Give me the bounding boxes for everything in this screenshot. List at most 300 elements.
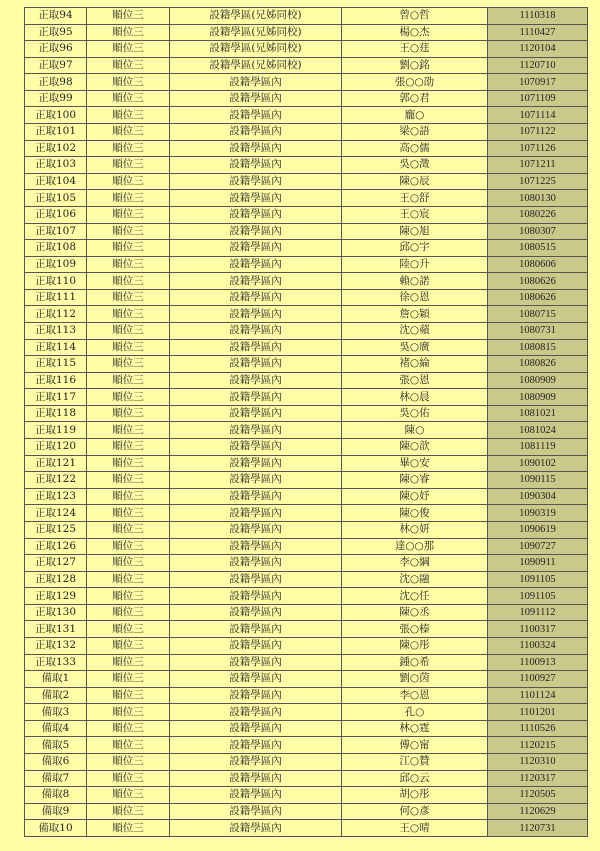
birth-date-cell: 1090115 xyxy=(488,472,588,489)
priority-cell: 順位三 xyxy=(87,588,170,605)
eligibility-cell: 設籍學區內 xyxy=(170,124,342,141)
admission-number-cell: 正取115 xyxy=(25,356,87,373)
birth-date-cell: 1070917 xyxy=(488,74,588,91)
table-row xyxy=(25,770,588,787)
table-row xyxy=(25,671,588,688)
birth-date-cell: 1110526 xyxy=(488,720,588,737)
eligibility-cell: 設籍學區內 xyxy=(170,820,342,837)
student-name-cell: 陳○歆 xyxy=(342,439,488,456)
table-row xyxy=(25,206,588,223)
table-row xyxy=(25,588,588,605)
admission-number-cell: 正取126 xyxy=(25,538,87,555)
student-name-cell: 陳○ xyxy=(342,422,488,439)
birth-date-cell: 1120505 xyxy=(488,787,588,804)
eligibility-cell: 設籍學區(兄姊同校) xyxy=(170,57,342,74)
admission-number-cell: 正取103 xyxy=(25,157,87,174)
priority-cell: 順位三 xyxy=(87,754,170,771)
priority-cell: 順位三 xyxy=(87,770,170,787)
table-row xyxy=(25,521,588,538)
admission-number-cell: 正取125 xyxy=(25,521,87,538)
priority-cell: 順位三 xyxy=(87,306,170,323)
priority-cell: 順位三 xyxy=(87,124,170,141)
eligibility-cell: 設籍學區內 xyxy=(170,687,342,704)
birth-date-cell: 1080130 xyxy=(488,190,588,207)
admission-number-cell: 備取9 xyxy=(25,803,87,820)
student-name-cell: 龐○ xyxy=(342,107,488,124)
admission-number-cell: 正取131 xyxy=(25,621,87,638)
priority-cell: 順位三 xyxy=(87,90,170,107)
admission-number-cell: 正取119 xyxy=(25,422,87,439)
admission-number-cell: 正取116 xyxy=(25,372,87,389)
table-row xyxy=(25,173,588,190)
table-row xyxy=(25,637,588,654)
admission-number-cell: 正取121 xyxy=(25,455,87,472)
birth-date-cell: 1100317 xyxy=(488,621,588,638)
birth-date-cell: 1081024 xyxy=(488,422,588,439)
priority-cell: 順位三 xyxy=(87,405,170,422)
student-name-cell: 邱○宇 xyxy=(342,240,488,257)
admission-number-cell: 備取6 xyxy=(25,754,87,771)
admission-number-cell: 備取3 xyxy=(25,704,87,721)
birth-date-cell: 1100913 xyxy=(488,654,588,671)
table-row xyxy=(25,389,588,406)
student-name-cell: 陸○升 xyxy=(342,256,488,273)
table-row xyxy=(25,372,588,389)
table-row xyxy=(25,472,588,489)
birth-date-cell: 1071225 xyxy=(488,173,588,190)
birth-date-cell: 1120317 xyxy=(488,770,588,787)
table-row xyxy=(25,356,588,373)
admission-number-cell: 備取4 xyxy=(25,720,87,737)
student-name-cell: 高○儒 xyxy=(342,140,488,157)
admission-number-cell: 備取7 xyxy=(25,770,87,787)
student-name-cell: 詹○穎 xyxy=(342,306,488,323)
eligibility-cell: 設籍學區內 xyxy=(170,720,342,737)
birth-date-cell: 1080826 xyxy=(488,356,588,373)
student-name-cell: 達○○那 xyxy=(342,538,488,555)
eligibility-cell: 設籍學區內 xyxy=(170,737,342,754)
admission-number-cell: 正取101 xyxy=(25,124,87,141)
admission-number-cell: 正取123 xyxy=(25,488,87,505)
student-name-cell: 陳○彤 xyxy=(342,637,488,654)
student-name-cell: 陳○旭 xyxy=(342,223,488,240)
birth-date-cell: 1090727 xyxy=(488,538,588,555)
eligibility-cell: 設籍學區(兄姊同校) xyxy=(170,24,342,41)
birth-date-cell: 1071114 xyxy=(488,107,588,124)
student-name-cell: 邱○云 xyxy=(342,770,488,787)
eligibility-cell: 設籍學區內 xyxy=(170,621,342,638)
student-name-cell: 張○○劭 xyxy=(342,74,488,91)
priority-cell: 順位三 xyxy=(87,140,170,157)
birth-date-cell: 1110427 xyxy=(488,24,588,41)
eligibility-cell: 設籍學區內 xyxy=(170,555,342,572)
table-row xyxy=(25,140,588,157)
eligibility-cell: 設籍學區內 xyxy=(170,637,342,654)
eligibility-cell: 設籍學區內 xyxy=(170,521,342,538)
birth-date-cell: 1090319 xyxy=(488,505,588,522)
student-name-cell: 賴○諾 xyxy=(342,273,488,290)
student-name-cell: 王○莛 xyxy=(342,41,488,58)
table-row xyxy=(25,240,588,257)
birth-date-cell: 1080715 xyxy=(488,306,588,323)
priority-cell: 順位三 xyxy=(87,654,170,671)
student-name-cell: 李○綱 xyxy=(342,555,488,572)
eligibility-cell: 設籍學區內 xyxy=(170,256,342,273)
student-name-cell: 吳○廣 xyxy=(342,339,488,356)
priority-cell: 順位三 xyxy=(87,538,170,555)
birth-date-cell: 1071109 xyxy=(488,90,588,107)
priority-cell: 順位三 xyxy=(87,604,170,621)
priority-cell: 順位三 xyxy=(87,455,170,472)
eligibility-cell: 設籍學區內 xyxy=(170,190,342,207)
birth-date-cell: 1080226 xyxy=(488,206,588,223)
priority-cell: 順位三 xyxy=(87,223,170,240)
priority-cell: 順位三 xyxy=(87,8,170,25)
priority-cell: 順位三 xyxy=(87,107,170,124)
birth-date-cell: 1120310 xyxy=(488,754,588,771)
student-name-cell: 畢○安 xyxy=(342,455,488,472)
admission-number-cell: 正取129 xyxy=(25,588,87,605)
eligibility-cell: 設籍學區內 xyxy=(170,439,342,456)
priority-cell: 順位三 xyxy=(87,505,170,522)
table-row xyxy=(25,57,588,74)
table-row xyxy=(25,505,588,522)
admission-number-cell: 正取114 xyxy=(25,339,87,356)
student-name-cell: 胡○彤 xyxy=(342,787,488,804)
table-row xyxy=(25,820,588,837)
eligibility-cell: 設籍學區內 xyxy=(170,389,342,406)
eligibility-cell: 設籍學區內 xyxy=(170,754,342,771)
eligibility-cell: 設籍學區內 xyxy=(170,538,342,555)
admission-number-cell: 正取112 xyxy=(25,306,87,323)
birth-date-cell: 1120629 xyxy=(488,803,588,820)
table-row xyxy=(25,803,588,820)
table-row xyxy=(25,190,588,207)
priority-cell: 順位三 xyxy=(87,621,170,638)
table-row xyxy=(25,124,588,141)
table-row xyxy=(25,405,588,422)
priority-cell: 順位三 xyxy=(87,240,170,257)
birth-date-cell: 1101124 xyxy=(488,687,588,704)
admission-number-cell: 正取98 xyxy=(25,74,87,91)
priority-cell: 順位三 xyxy=(87,803,170,820)
eligibility-cell: 設籍學區(兄姊同校) xyxy=(170,41,342,58)
admission-list-table xyxy=(24,7,588,837)
eligibility-cell: 設籍學區內 xyxy=(170,455,342,472)
birth-date-cell: 1081021 xyxy=(488,405,588,422)
admission-number-cell: 正取117 xyxy=(25,389,87,406)
priority-cell: 順位三 xyxy=(87,422,170,439)
student-name-cell: 沈○蘋 xyxy=(342,322,488,339)
table-row xyxy=(25,289,588,306)
admission-number-cell: 正取128 xyxy=(25,571,87,588)
admission-number-cell: 正取133 xyxy=(25,654,87,671)
admission-number-cell: 備取2 xyxy=(25,687,87,704)
student-name-cell: 何○彥 xyxy=(342,803,488,820)
table-row xyxy=(25,538,588,555)
admission-list-body xyxy=(25,8,588,837)
priority-cell: 順位三 xyxy=(87,173,170,190)
admission-number-cell: 正取100 xyxy=(25,107,87,124)
priority-cell: 順位三 xyxy=(87,472,170,489)
birth-date-cell: 1081119 xyxy=(488,439,588,456)
birth-date-cell: 1090304 xyxy=(488,488,588,505)
priority-cell: 順位三 xyxy=(87,521,170,538)
eligibility-cell: 設籍學區內 xyxy=(170,488,342,505)
priority-cell: 順位三 xyxy=(87,322,170,339)
admission-number-cell: 正取96 xyxy=(25,41,87,58)
student-name-cell: 李○恩 xyxy=(342,687,488,704)
priority-cell: 順位三 xyxy=(87,41,170,58)
admission-number-cell: 正取124 xyxy=(25,505,87,522)
priority-cell: 順位三 xyxy=(87,273,170,290)
eligibility-cell: 設籍學區(兄姊同校) xyxy=(170,8,342,25)
table-row xyxy=(25,488,588,505)
birth-date-cell: 1080606 xyxy=(488,256,588,273)
admission-number-cell: 正取105 xyxy=(25,190,87,207)
table-row xyxy=(25,74,588,91)
eligibility-cell: 設籍學區內 xyxy=(170,74,342,91)
eligibility-cell: 設籍學區內 xyxy=(170,803,342,820)
priority-cell: 順位三 xyxy=(87,439,170,456)
table-row xyxy=(25,604,588,621)
table-row xyxy=(25,256,588,273)
birth-date-cell: 1080307 xyxy=(488,223,588,240)
table-row xyxy=(25,704,588,721)
student-name-cell: 劉○茵 xyxy=(342,671,488,688)
priority-cell: 順位三 xyxy=(87,289,170,306)
eligibility-cell: 設籍學區內 xyxy=(170,322,342,339)
birth-date-cell: 1101201 xyxy=(488,704,588,721)
priority-cell: 順位三 xyxy=(87,687,170,704)
admission-number-cell: 正取107 xyxy=(25,223,87,240)
admission-number-cell: 正取127 xyxy=(25,555,87,572)
priority-cell: 順位三 xyxy=(87,256,170,273)
admission-number-cell: 正取111 xyxy=(25,289,87,306)
birth-date-cell: 1071126 xyxy=(488,140,588,157)
eligibility-cell: 設籍學區內 xyxy=(170,240,342,257)
birth-date-cell: 1110318 xyxy=(488,8,588,25)
student-name-cell: 沈○任 xyxy=(342,588,488,605)
priority-cell: 順位三 xyxy=(87,157,170,174)
table-row xyxy=(25,90,588,107)
student-name-cell: 林○晨 xyxy=(342,389,488,406)
eligibility-cell: 設籍學區內 xyxy=(170,472,342,489)
eligibility-cell: 設籍學區內 xyxy=(170,571,342,588)
table-row xyxy=(25,339,588,356)
table-row xyxy=(25,24,588,41)
table-row xyxy=(25,654,588,671)
birth-date-cell: 1080909 xyxy=(488,389,588,406)
birth-date-cell: 1080515 xyxy=(488,240,588,257)
admission-number-cell: 正取109 xyxy=(25,256,87,273)
admission-number-cell: 正取102 xyxy=(25,140,87,157)
eligibility-cell: 設籍學區內 xyxy=(170,604,342,621)
admission-number-cell: 正取113 xyxy=(25,322,87,339)
eligibility-cell: 設籍學區內 xyxy=(170,223,342,240)
eligibility-cell: 設籍學區內 xyxy=(170,704,342,721)
admission-number-cell: 備取8 xyxy=(25,787,87,804)
table-row xyxy=(25,737,588,754)
eligibility-cell: 設籍學區內 xyxy=(170,90,342,107)
priority-cell: 順位三 xyxy=(87,637,170,654)
priority-cell: 順位三 xyxy=(87,704,170,721)
student-name-cell: 劉○銘 xyxy=(342,57,488,74)
eligibility-cell: 設籍學區內 xyxy=(170,206,342,223)
priority-cell: 順位三 xyxy=(87,356,170,373)
eligibility-cell: 設籍學區內 xyxy=(170,289,342,306)
priority-cell: 順位三 xyxy=(87,571,170,588)
table-row xyxy=(25,273,588,290)
admission-number-cell: 正取94 xyxy=(25,8,87,25)
eligibility-cell: 設籍學區內 xyxy=(170,306,342,323)
priority-cell: 順位三 xyxy=(87,737,170,754)
birth-date-cell: 1090102 xyxy=(488,455,588,472)
birth-date-cell: 1091112 xyxy=(488,604,588,621)
birth-date-cell: 1120710 xyxy=(488,57,588,74)
priority-cell: 順位三 xyxy=(87,555,170,572)
admission-number-cell: 備取10 xyxy=(25,820,87,837)
student-name-cell: 王○宸 xyxy=(342,206,488,223)
eligibility-cell: 設籍學區內 xyxy=(170,505,342,522)
student-name-cell: 褚○綸 xyxy=(342,356,488,373)
birth-date-cell: 1100324 xyxy=(488,637,588,654)
student-name-cell: 孔○ xyxy=(342,704,488,721)
table-row xyxy=(25,439,588,456)
priority-cell: 順位三 xyxy=(87,57,170,74)
eligibility-cell: 設籍學區內 xyxy=(170,356,342,373)
admission-number-cell: 正取99 xyxy=(25,90,87,107)
table-row xyxy=(25,157,588,174)
eligibility-cell: 設籍學區內 xyxy=(170,173,342,190)
student-name-cell: 吳○佑 xyxy=(342,405,488,422)
student-name-cell: 陳○妤 xyxy=(342,488,488,505)
priority-cell: 順位三 xyxy=(87,720,170,737)
birth-date-cell: 1091105 xyxy=(488,571,588,588)
table-row xyxy=(25,455,588,472)
eligibility-cell: 設籍學區內 xyxy=(170,422,342,439)
eligibility-cell: 設籍學區內 xyxy=(170,372,342,389)
birth-date-cell: 1080909 xyxy=(488,372,588,389)
table-row xyxy=(25,787,588,804)
student-name-cell: 鍾○希 xyxy=(342,654,488,671)
student-name-cell: 王○晴 xyxy=(342,820,488,837)
table-row xyxy=(25,687,588,704)
student-name-cell: 沈○融 xyxy=(342,571,488,588)
admission-number-cell: 正取122 xyxy=(25,472,87,489)
table-row xyxy=(25,41,588,58)
table-row xyxy=(25,223,588,240)
student-name-cell: 傅○甯 xyxy=(342,737,488,754)
student-name-cell: 郭○君 xyxy=(342,90,488,107)
student-name-cell: 王○舒 xyxy=(342,190,488,207)
priority-cell: 順位三 xyxy=(87,190,170,207)
table-row xyxy=(25,621,588,638)
admission-number-cell: 備取5 xyxy=(25,737,87,754)
student-name-cell: 林○妍 xyxy=(342,521,488,538)
birth-date-cell: 1120104 xyxy=(488,41,588,58)
eligibility-cell: 設籍學區內 xyxy=(170,671,342,688)
table-row xyxy=(25,8,588,25)
student-name-cell: 吳○澂 xyxy=(342,157,488,174)
birth-date-cell: 1071211 xyxy=(488,157,588,174)
eligibility-cell: 設籍學區內 xyxy=(170,157,342,174)
admission-number-cell: 正取110 xyxy=(25,273,87,290)
birth-date-cell: 1080626 xyxy=(488,289,588,306)
priority-cell: 順位三 xyxy=(87,389,170,406)
student-name-cell: 楊○杰 xyxy=(342,24,488,41)
student-name-cell: 曾○哲 xyxy=(342,8,488,25)
priority-cell: 順位三 xyxy=(87,206,170,223)
eligibility-cell: 設籍學區內 xyxy=(170,405,342,422)
admission-number-cell: 正取97 xyxy=(25,57,87,74)
admission-number-cell: 正取108 xyxy=(25,240,87,257)
admission-number-cell: 正取104 xyxy=(25,173,87,190)
birth-date-cell: 1120731 xyxy=(488,820,588,837)
admission-number-cell: 正取130 xyxy=(25,604,87,621)
admission-number-cell: 正取106 xyxy=(25,206,87,223)
birth-date-cell: 1071122 xyxy=(488,124,588,141)
admission-number-cell: 備取1 xyxy=(25,671,87,688)
eligibility-cell: 設籍學區內 xyxy=(170,107,342,124)
student-name-cell: 陳○俊 xyxy=(342,505,488,522)
eligibility-cell: 設籍學區內 xyxy=(170,654,342,671)
eligibility-cell: 設籍學區內 xyxy=(170,787,342,804)
priority-cell: 順位三 xyxy=(87,488,170,505)
table-row xyxy=(25,322,588,339)
table-row xyxy=(25,107,588,124)
table-row xyxy=(25,754,588,771)
student-name-cell: 陳○丞 xyxy=(342,604,488,621)
student-name-cell: 梁○語 xyxy=(342,124,488,141)
student-name-cell: 陳○辰 xyxy=(342,173,488,190)
priority-cell: 順位三 xyxy=(87,24,170,41)
student-name-cell: 張○恩 xyxy=(342,372,488,389)
priority-cell: 順位三 xyxy=(87,671,170,688)
birth-date-cell: 1080626 xyxy=(488,273,588,290)
student-name-cell: 林○霆 xyxy=(342,720,488,737)
birth-date-cell: 1080815 xyxy=(488,339,588,356)
priority-cell: 順位三 xyxy=(87,339,170,356)
eligibility-cell: 設籍學區內 xyxy=(170,140,342,157)
birth-date-cell: 1091105 xyxy=(488,588,588,605)
table-row xyxy=(25,555,588,572)
birth-date-cell: 1080731 xyxy=(488,322,588,339)
table-row xyxy=(25,571,588,588)
student-name-cell: 江○贊 xyxy=(342,754,488,771)
eligibility-cell: 設籍學區內 xyxy=(170,339,342,356)
priority-cell: 順位三 xyxy=(87,372,170,389)
student-name-cell: 張○榛 xyxy=(342,621,488,638)
admission-number-cell: 正取118 xyxy=(25,405,87,422)
birth-date-cell: 1090911 xyxy=(488,555,588,572)
table-row xyxy=(25,422,588,439)
admission-number-cell: 正取132 xyxy=(25,637,87,654)
priority-cell: 順位三 xyxy=(87,820,170,837)
eligibility-cell: 設籍學區內 xyxy=(170,273,342,290)
student-name-cell: 徐○恩 xyxy=(342,289,488,306)
birth-date-cell: 1090619 xyxy=(488,521,588,538)
priority-cell: 順位三 xyxy=(87,74,170,91)
eligibility-cell: 設籍學區內 xyxy=(170,770,342,787)
birth-date-cell: 1100927 xyxy=(488,671,588,688)
admission-number-cell: 正取120 xyxy=(25,439,87,456)
table-row xyxy=(25,720,588,737)
table-row xyxy=(25,306,588,323)
eligibility-cell: 設籍學區內 xyxy=(170,588,342,605)
student-name-cell: 陳○睿 xyxy=(342,472,488,489)
admission-number-cell: 正取95 xyxy=(25,24,87,41)
